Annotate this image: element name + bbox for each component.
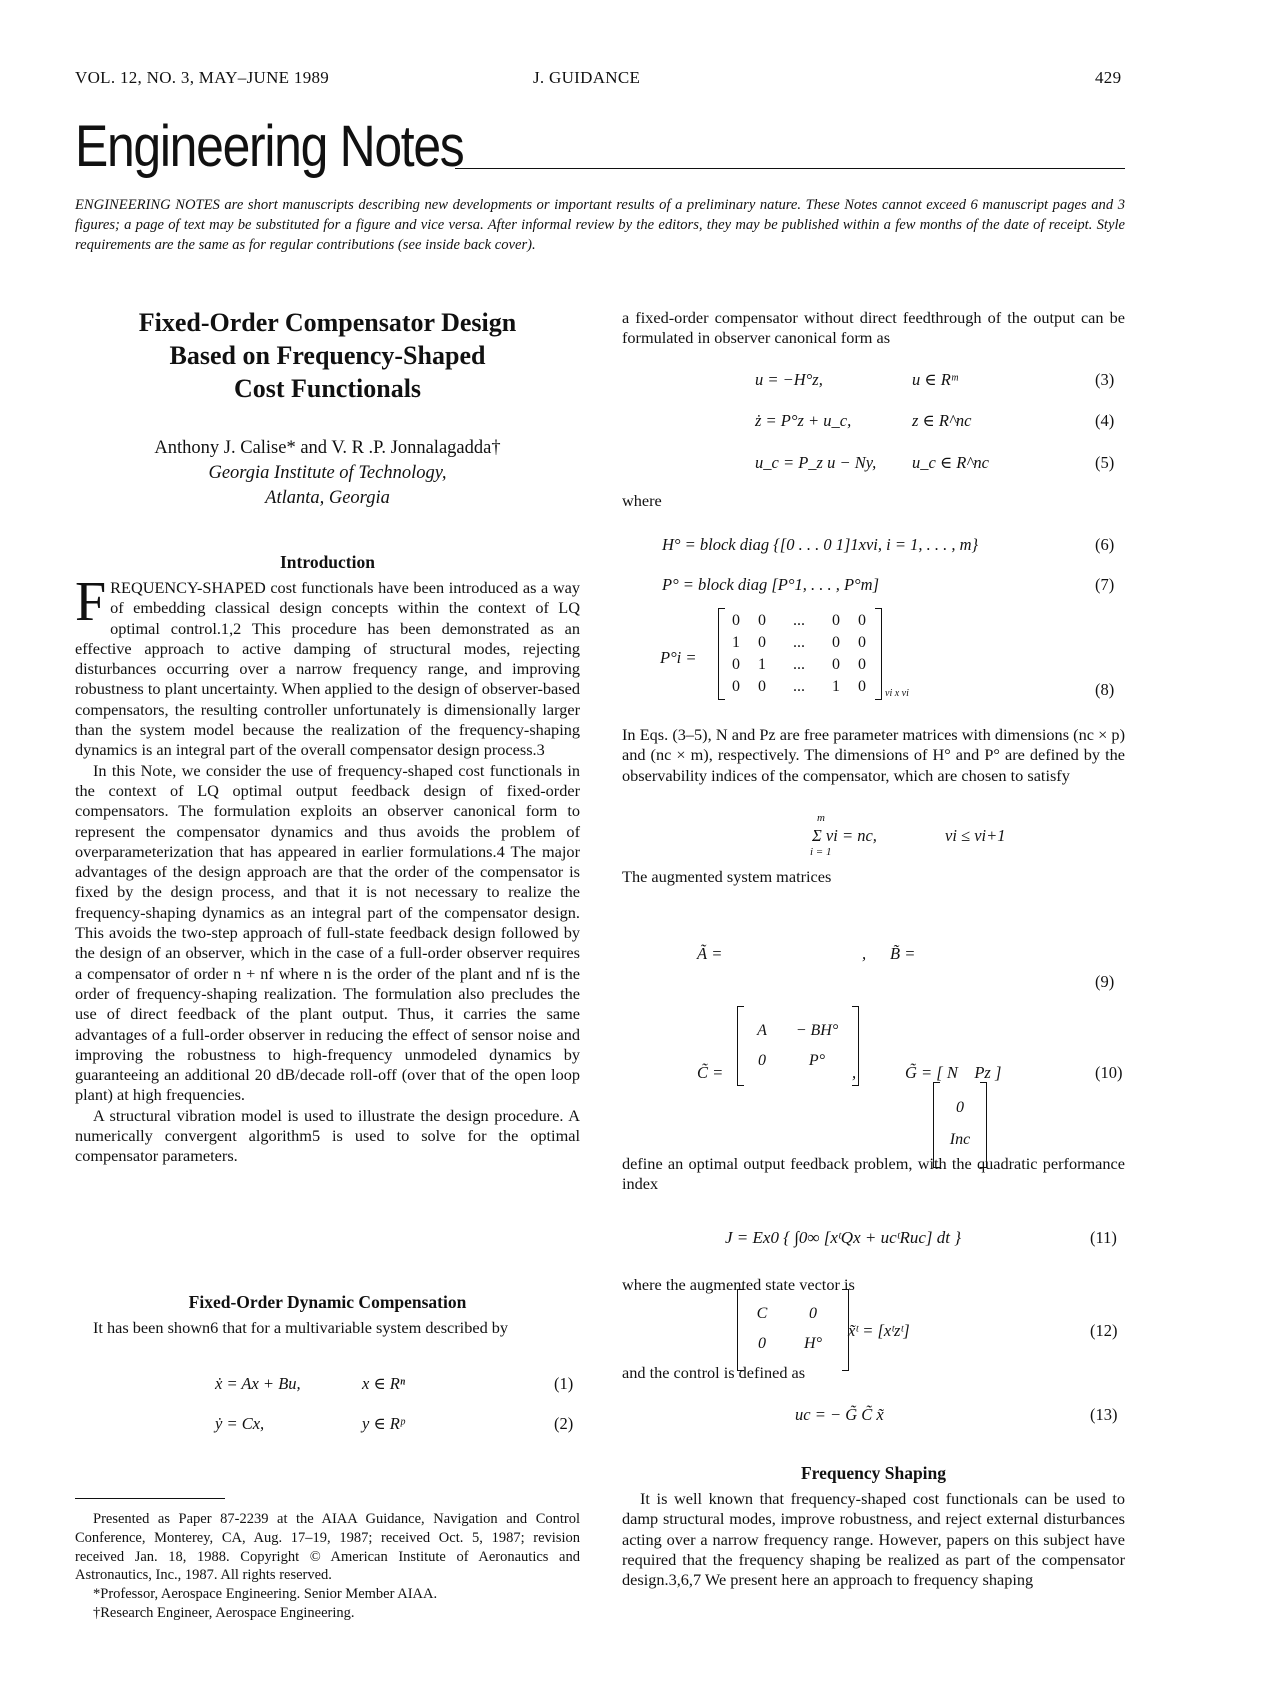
matrix-cell: 0	[732, 656, 740, 673]
header-page-number: 429	[1095, 68, 1122, 87]
equation-2: ẏ = Cx,	[215, 1414, 265, 1433]
equation-4: ż = P°z + u_c,	[755, 411, 852, 430]
matrix-cell: 0	[832, 634, 840, 651]
matrix-cell: ...	[793, 634, 805, 651]
frequency-shaping-paragraph: It is well known that frequency-shaped cost functionals can be used to damp structural modes, improve robustness, and reject external disturbances acting over a narrow frequency range. However, papers on this subject have required that the frequency shaping be realized as part of the compensator design.3,6,7 We present here an approach to frequency shaping	[622, 1489, 1125, 1590]
authors: Anthony J. Calise* and V. R .P. Jonnalagadda†	[154, 438, 501, 458]
matrix-cell: 0	[758, 612, 766, 629]
matrix-cell: A	[757, 1022, 767, 1039]
right-paragraph: where the augmented state vector is	[622, 1275, 855, 1294]
matrix-cell: 0	[858, 612, 866, 629]
matrix-cell: 0	[732, 612, 740, 629]
affiliation-line: Atlanta, Georgia	[265, 488, 390, 508]
equation-7: P° = block diag [P°1, . . . , P°m]	[662, 575, 879, 594]
equation-3-domain: u ∈ Rᵐ	[912, 370, 958, 389]
equation-9-b-lhs: B̃ =	[890, 944, 916, 963]
matrix-cell: 0	[858, 678, 866, 695]
equation-5-domain: u_c ∈ R^nc	[912, 453, 989, 472]
matrix-cell: C	[756, 1305, 768, 1322]
right-paragraph: and the control is defined as	[622, 1363, 806, 1382]
matrix-cell: 0	[858, 656, 866, 673]
equation-13-number: (13)	[1090, 1405, 1118, 1424]
equation-9-number: (9)	[1095, 972, 1115, 991]
footnotes	[75, 1510, 580, 1623]
equation-5-number: (5)	[1095, 453, 1115, 472]
matrix-cell: 1	[832, 678, 840, 695]
equation-10-g: G̃ = [ N Pz ]	[905, 1063, 1002, 1082]
equation-4-domain: z ∈ R^nc	[912, 411, 972, 430]
equation-3: u = −H°z,	[755, 370, 823, 389]
drop-cap: F	[75, 571, 107, 633]
matrix-cell: 1	[732, 634, 740, 651]
equation-8-subscript: νi x νi	[885, 688, 909, 699]
matrix-cell: 0	[809, 1305, 817, 1322]
equation-8-number: (8)	[1095, 680, 1115, 699]
paper-title-line: Fixed-Order Compensator Design	[138, 308, 517, 337]
equation-10-c-lhs: C̃ =	[697, 1063, 724, 1082]
equation-11-number: (11)	[1090, 1228, 1117, 1247]
equation-12: x̃ᵗ = [xᵗzᵗ]	[848, 1321, 910, 1340]
equation-11: J = Ex0 { ∫0∞ [xᵗQx + ucᵗRuc] dt }	[725, 1228, 962, 1247]
equation-12-number: (12)	[1090, 1321, 1118, 1340]
equation-9-a-lhs: Ã =	[697, 944, 723, 963]
notes-intro: ENGINEERING NOTES are short manuscripts describing new developments or important results of a preliminary nature. These Notes cannot exceed 6 manuscript pages and 3 figures; a page of text may be substituted for a figure and vice versa. After informal review by the editors, they may be published within a few months of the date of receipt. Style requirements are the same as for regular contributions (see inside back cover).	[75, 197, 1125, 253]
fixed-order-heading: Fixed-Order Dynamic Compensation	[188, 1292, 467, 1312]
sum-condition: νi ≤ νi+1	[945, 826, 1006, 845]
equation-1-number: (1)	[554, 1374, 574, 1393]
equation-4-number: (4)	[1095, 411, 1115, 430]
matrix-cell: 0	[758, 678, 766, 695]
affiliation-line: Georgia Institute of Technology,	[208, 463, 447, 483]
intro-paragraph: A structural vibration model is used to illustrate the design procedure. A numerically convergent algorithm5 is used to solve for the optimal compensator parameters.	[75, 1105, 580, 1166]
matrix-cell: ...	[793, 656, 805, 673]
right-paragraph: a fixed-order compensator without direct feedthrough of the output can be formulated in observer canonical form as	[622, 308, 1125, 348]
fixed-order-body	[75, 1318, 580, 1338]
matrix-cell: 0	[758, 634, 766, 651]
matrix-cell: 0	[832, 656, 840, 673]
equation-2-domain: y ∈ Rᵖ	[362, 1414, 405, 1433]
header-journal: J. GUIDANCE	[533, 68, 641, 87]
equation-8-lhs: P°i =	[660, 648, 697, 667]
where-label: where	[622, 491, 662, 510]
footnote-rule	[75, 1498, 225, 1499]
matrix-cell: ...	[793, 612, 805, 629]
frequency-shaping-heading: Frequency Shaping	[800, 1463, 947, 1483]
matrix-cell: P°	[808, 1052, 826, 1069]
equation-10-c-matrix	[737, 1289, 849, 1371]
matrix-cell: 0	[956, 1099, 964, 1116]
matrix-cell: 0	[758, 1052, 766, 1069]
intro-paragraph: REQUENCY-SHAPED cost functionals have been introduced as a way of embedding classical design concepts within the context of LQ optimal control.1,2 This procedure has been demonstrated as an effective approach to active damping of structural modes, rejecting disturbances occurring over a narrow frequency range, and improving robustness to plant uncertainty. When applied to the design of observer-based compensators, the resulting controller unfortunately is dimensionally larger than the system model because the realization of the frequency-shaping dynamics is an integral part of the overall compensator design process.3	[75, 578, 580, 760]
matrix-cell: 0	[832, 612, 840, 629]
footnote-author-1: *Professor, Aerospace Engineering. Senior Member AIAA.	[93, 1586, 438, 1603]
frequency-shaping-body	[622, 1489, 1125, 1590]
right-paragraph: The augmented system matrices	[622, 867, 832, 886]
matrix-cell: − BH°	[795, 1022, 839, 1039]
equation-9-a-matrix	[737, 1006, 859, 1086]
author-block	[75, 436, 580, 511]
paper-title-line: Based on Frequency-Shaped	[169, 341, 486, 370]
matrix-cell: ...	[793, 678, 805, 695]
equation-1-domain: x ∈ Rⁿ	[362, 1374, 406, 1393]
equation-6-number: (6)	[1095, 535, 1115, 554]
right-paragraph: define an optimal output feedback problem, with the quadratic performance index	[622, 1154, 1125, 1194]
fixed-order-paragraph: It has been shown6 that for a multivariable system described by	[93, 1318, 509, 1337]
footnote-author-2: †Research Engineer, Aerospace Engineering.	[93, 1604, 355, 1621]
sum-lower-limit: i = 1	[810, 846, 832, 858]
sum-upper-limit: m	[817, 812, 825, 824]
sum-expression: Σ νi = nc,	[812, 826, 877, 845]
equation-1: ẋ = Ax + Bu,	[215, 1374, 301, 1393]
equation-2-number: (2)	[554, 1414, 574, 1433]
equation-6: H° = block diag {[0 . . . 0 1]1xνi, i = 1, . . . , m}	[662, 535, 979, 554]
equation-10-number: (10)	[1095, 1063, 1123, 1082]
header-volume: VOL. 12, NO. 3, MAY–JUNE 1989	[75, 68, 330, 87]
equation-3-number: (3)	[1095, 370, 1115, 389]
matrix-cell: 0	[732, 678, 740, 695]
intro-paragraph: In this Note, we consider the use of frequency-shaped cost functionals in the context of LQ optimal output feedback design of fixed-order compensators. The formulation exploits an observer canonical form to represent the compensator dynamics and thus avoids the problem of overparameterization that has appeared in earlier formulations.4 The major advantages of the design approach are that the order of the compensator is fixed by the design process, and that it is not necessary to realize the frequency-shaping dynamics as an integral part of the compensator design. This avoids the two-step approach of full-state feedback design followed by the design of an observer, which in the case of a full-order observer requires a compensator of order n + nf where n is the order of the plant and nf is the order of frequency-shaping realization. The formulation also precludes the use of direct feedback of the plant output. Thus, it carries the same advantages of a full-order observer in reducing the effect of sensor noise and improving the robustness to high-frequency unmodeled dynamics by guaranteeing an additional 20 dB/decade roll-off (over that of the open loop plant) at high frequencies.	[75, 760, 580, 1105]
matrix-cell: H°	[804, 1335, 822, 1352]
paper-title	[75, 306, 580, 405]
footnote-presented: Presented as Paper 87-2239 at the AIAA Guidance, Navigation and Control Conference, Monterey, CA, Aug. 17–19, 1987; received Oct. 5, 1987; revision received Jan. 18, 1988. Copyright © American Institute of Aeronautics and Astronautics, Inc., 1987. All rights reserved.	[75, 1511, 580, 1584]
matrix-cell: Inc	[949, 1131, 971, 1148]
matrix-cell: 0	[758, 1335, 766, 1352]
equation-5: u_c = P_z u − Ny,	[755, 453, 877, 472]
right-paragraph: In Eqs. (3–5), N and Pz are free parameter matrices with dimensions (nc × p) and (nc × m), respectively. The dimensions of H° and P° are defined by the observability indices of the compensator, which are chosen to satisfy	[622, 725, 1125, 785]
equation-8-matrix	[718, 608, 882, 700]
equation-13: uc = − G̃ C̃ x̃	[795, 1405, 884, 1424]
title-rule	[455, 168, 1125, 169]
introduction-heading: Introduction	[280, 552, 375, 572]
matrix-cell: 0	[858, 634, 866, 651]
equation-7-number: (7)	[1095, 575, 1115, 594]
section-title: Engineering Notes	[75, 114, 464, 179]
matrix-cell: 1	[758, 656, 766, 673]
introduction-body	[75, 571, 580, 1167]
paper-title-line: Cost Functionals	[233, 374, 422, 403]
